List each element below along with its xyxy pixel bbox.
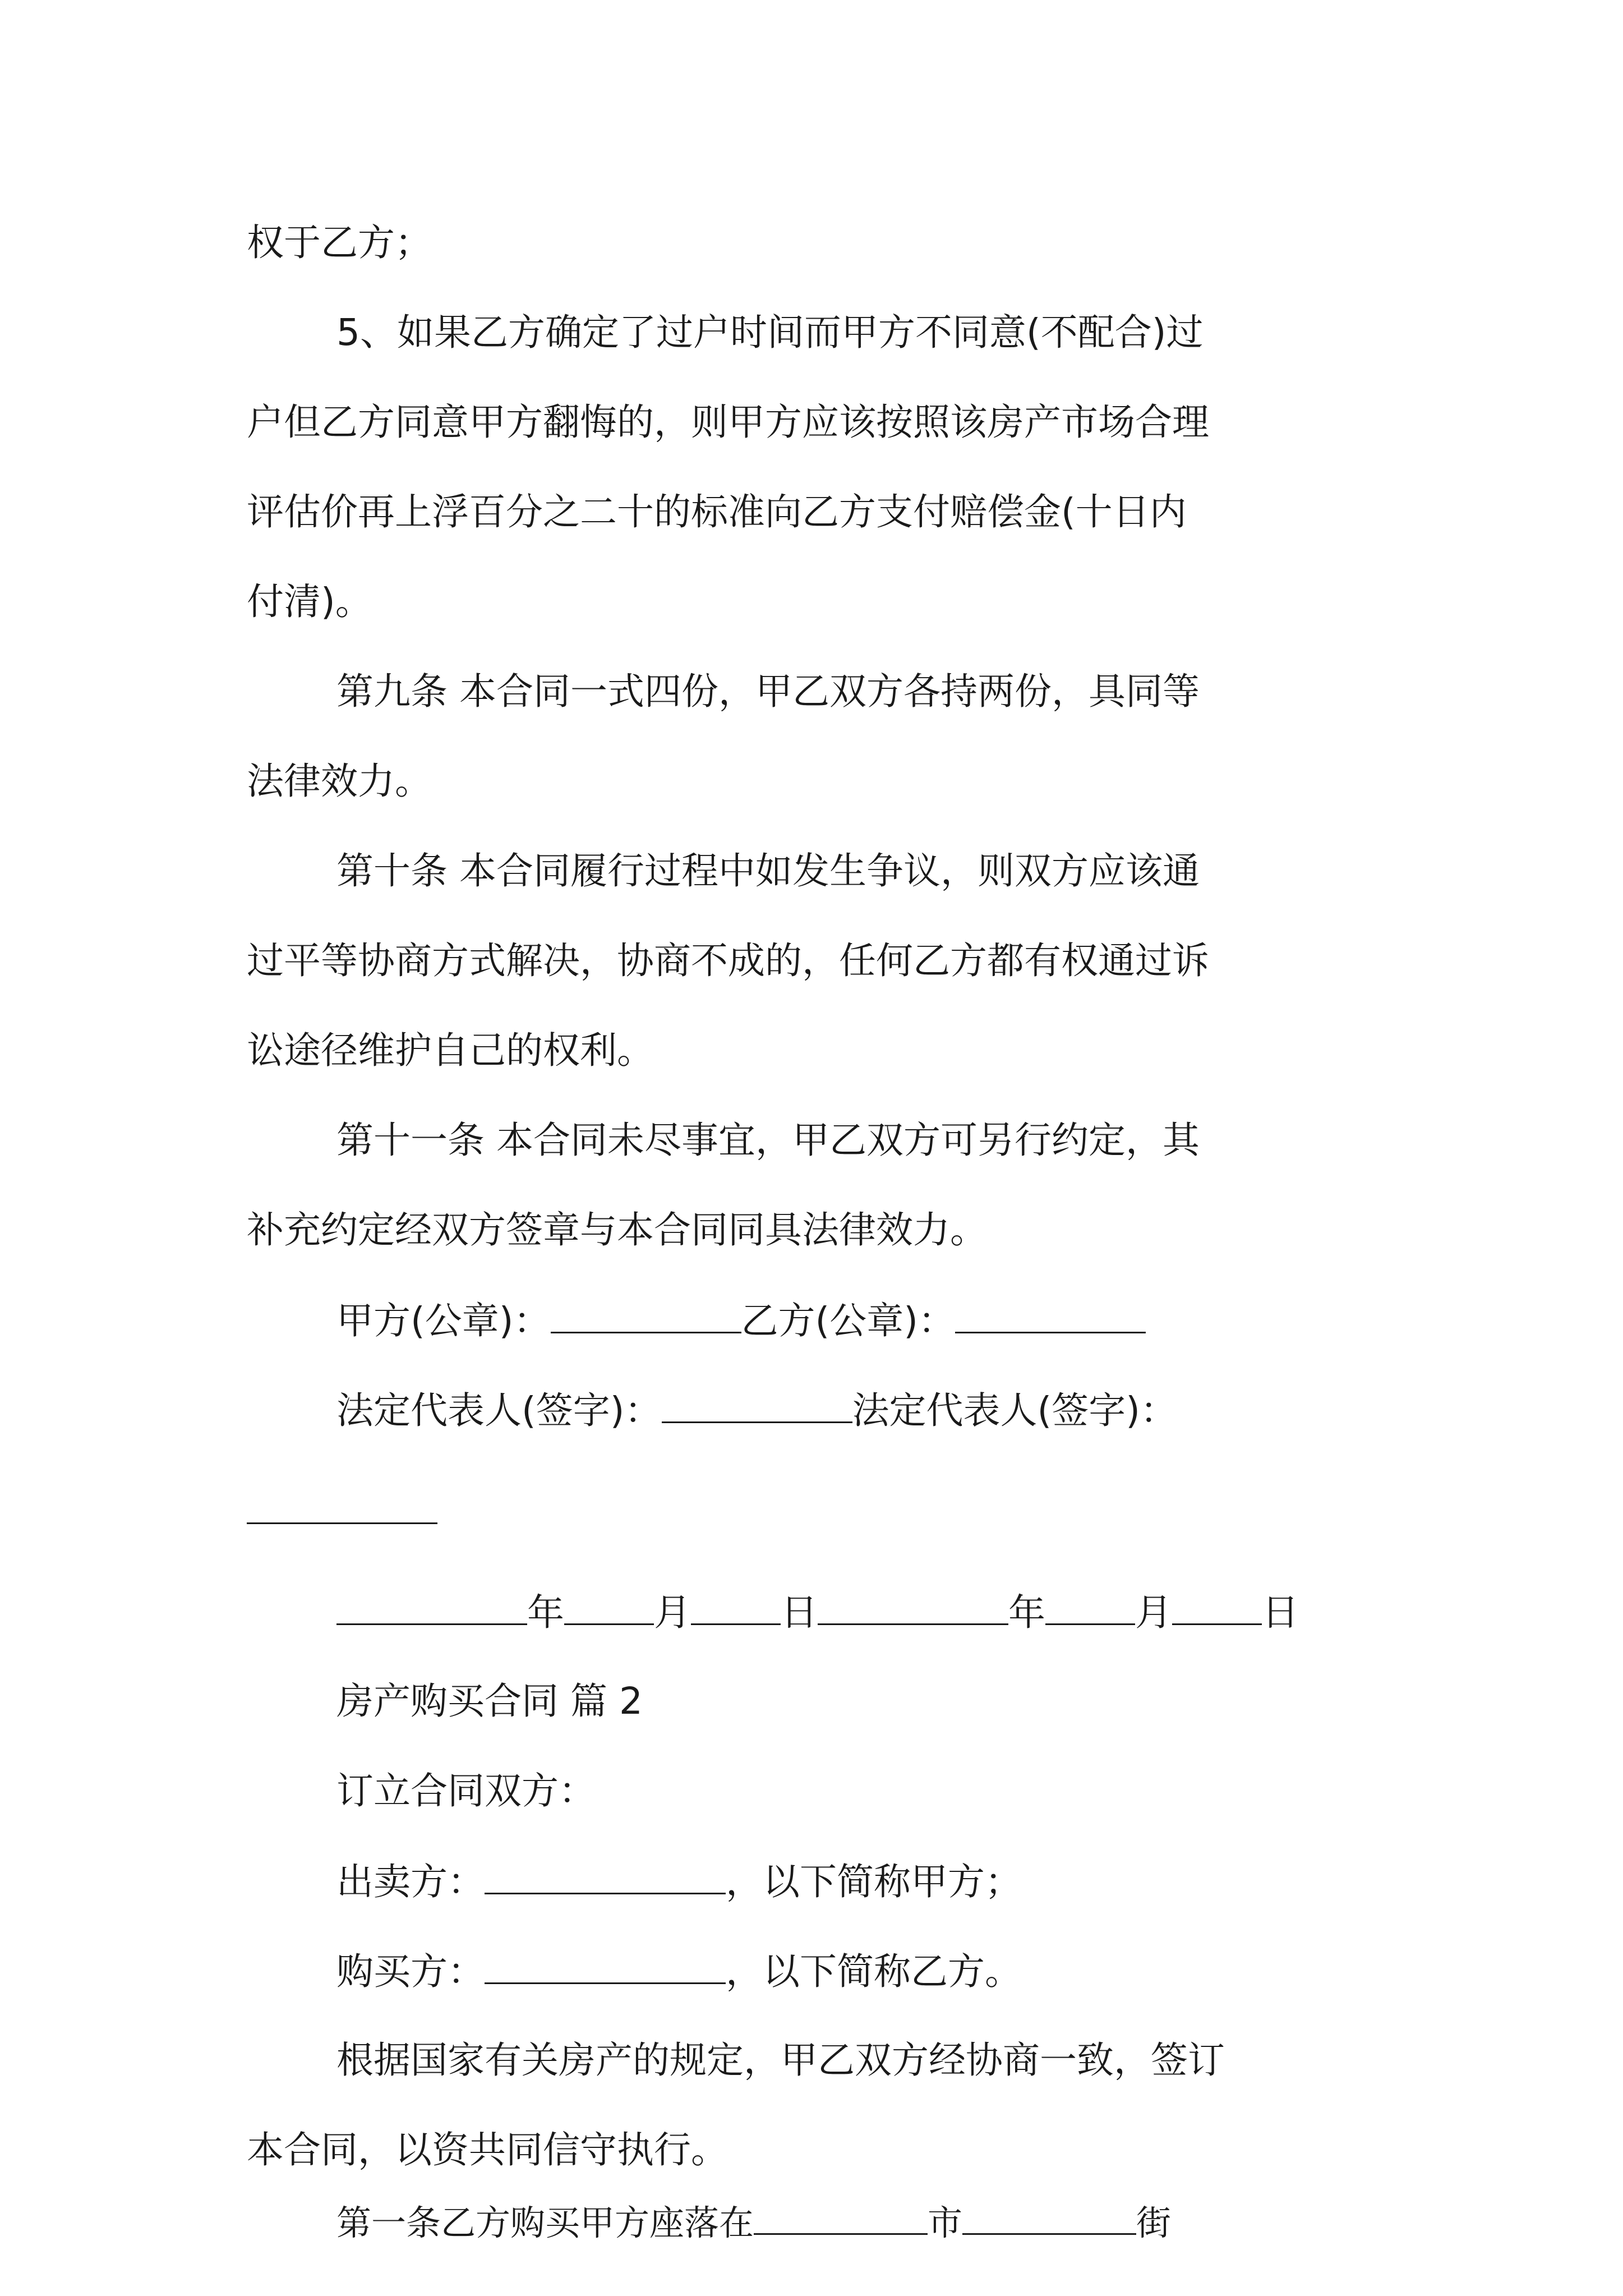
party-b-seal-label: 乙方(公章)： — [741, 1299, 955, 1343]
street-blank[interactable] — [962, 2205, 1136, 2235]
text-line: 法律效力。 — [247, 760, 432, 803]
seller-label: 出卖方： — [336, 1860, 485, 1904]
text-line: 权于乙方； — [247, 221, 432, 264]
street-label: 街 — [1136, 2202, 1172, 2243]
party-a-seal-blank[interactable] — [551, 1301, 741, 1333]
year-b-blank[interactable] — [818, 1593, 1008, 1625]
text-line: 本合同，以资共同信守执行。 — [247, 2128, 728, 2171]
text-line: 第九条 本合同一式四份，甲乙双方各持两份，具同等 — [336, 670, 1200, 713]
text-line: 5、如果乙方确定了过户时间而甲方不同意(不配合)过 — [336, 311, 1204, 354]
year-a-blank[interactable] — [336, 1593, 527, 1625]
party-b-seal-blank[interactable] — [955, 1301, 1146, 1333]
article-1-row — [336, 2202, 1172, 2243]
party-b-rep-label: 法定代表人(签字)： — [852, 1389, 1177, 1433]
parties-heading: 订立合同双方： — [336, 1769, 596, 1812]
day-b-label: 日 — [1262, 1591, 1299, 1635]
text-line: 第十一条 本合同未尽事宜，甲乙双方可另行约定，其 — [336, 1119, 1200, 1162]
year-b-label: 年 — [1008, 1591, 1045, 1635]
party-b-rep-blank[interactable] — [247, 1492, 437, 1524]
party-b-rep-blank-row — [247, 1492, 437, 1530]
text-line: 过平等协商方式解决，协商不成的，任何乙方都有权通过诉 — [247, 939, 1209, 982]
day-a-label: 日 — [781, 1591, 818, 1635]
buyer-blank[interactable] — [485, 1952, 726, 1984]
seller-suffix: ，以下简称甲方； — [726, 1860, 1022, 1904]
article-1-prefix: 第一条乙方购买甲方座落在 — [336, 2202, 754, 2243]
seller-blank[interactable] — [485, 1862, 726, 1894]
month-b-blank[interactable] — [1045, 1593, 1135, 1625]
party-a-rep-blank[interactable] — [662, 1391, 852, 1423]
month-a-blank[interactable] — [564, 1593, 654, 1625]
text-line: 讼途径维护自己的权利。 — [247, 1029, 654, 1072]
text-line: 评估价再上浮百分之二十的标准向乙方支付赔偿金(十日内 — [247, 490, 1187, 533]
day-b-blank[interactable] — [1172, 1593, 1262, 1625]
day-a-blank[interactable] — [691, 1593, 781, 1625]
month-b-label: 月 — [1135, 1591, 1172, 1635]
city-blank[interactable] — [754, 2205, 928, 2235]
buyer-label: 购买方： — [336, 1950, 485, 1994]
seal-signature-row — [336, 1299, 1146, 1343]
year-a-label: 年 — [527, 1591, 564, 1635]
buyer-row — [336, 1950, 1022, 1994]
month-a-label: 月 — [654, 1591, 691, 1635]
date-row — [336, 1591, 1299, 1635]
text-line: 根据国家有关房产的规定，甲乙双方经协商一致，签订 — [336, 2039, 1225, 2082]
buyer-suffix: ，以下简称乙方。 — [726, 1950, 1022, 1994]
party-a-seal-label: 甲方(公章)： — [336, 1299, 551, 1343]
section-title: 房产购买合同 篇 2 — [336, 1680, 643, 1723]
text-line: 户但乙方同意甲方翻悔的，则甲方应该按照该房产市场合理 — [247, 401, 1209, 444]
city-label: 市 — [928, 2202, 963, 2243]
text-line: 补充约定经双方签章与本合同同具法律效力。 — [247, 1208, 987, 1251]
representative-signature-row — [336, 1389, 1177, 1433]
text-line: 付清)。 — [247, 580, 372, 623]
seller-row — [336, 1860, 1022, 1904]
party-a-rep-label: 法定代表人(签字)： — [336, 1389, 662, 1433]
text-line: 第十条 本合同履行过程中如发生争议，则双方应该通 — [336, 849, 1200, 892]
